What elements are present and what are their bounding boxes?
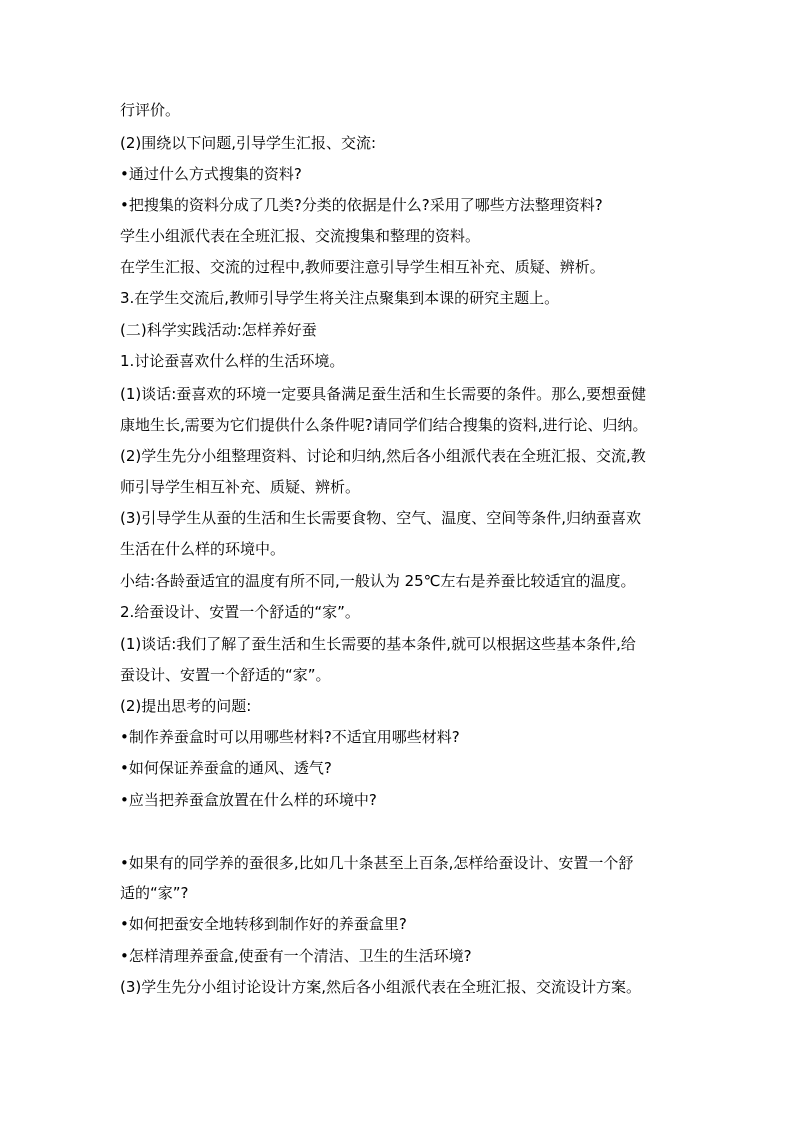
text-line: 适的“家”? <box>120 884 189 902</box>
text-line: 学生小组派代表在全班汇报、交流搜集和整理的资料。 <box>120 227 481 245</box>
text-line: •制作养蚕盒时可以用哪些材料?不适宜用哪些材料? <box>120 728 460 746</box>
text-line: 1.讨论蚕喜欢什么样的生活环境。 <box>120 352 345 370</box>
text-line: 康地生长,需要为它们提供什么条件呢?请同学们结合搜集的资料,进行论、归纳。 <box>120 416 648 434</box>
text-line: 在学生汇报、交流的过程中,教师要注意引导学生相互补充、质疑、辨析。 <box>120 258 605 276</box>
text-line: (3)学生先分小组讨论设计方案,然后各小组派代表在全班汇报、交流设计方案。 <box>120 978 642 996</box>
text-line: •如何保证养蚕盒的通风、透气? <box>120 759 332 777</box>
text-line: (1)谈话:蚕喜欢的环境一定要具备满足蚕生活和生长需要的条件。那么,要想蚕健 <box>120 385 647 403</box>
text-line: 蚕设计、安置一个舒适的“家”。 <box>120 666 331 684</box>
text-line: •怎样清理养蚕盒,使蚕有一个清洁、卫生的生活环境? <box>120 947 472 965</box>
text-line: 师引导学生相互补充、质疑、辨析。 <box>120 478 361 496</box>
text-line: •应当把养蚕盒放置在什么样的环境中? <box>120 791 377 809</box>
text-line: •如何把蚕安全地转移到制作好的养蚕盒里? <box>120 915 407 933</box>
text-line: (2)学生先分小组整理资料、讨论和归纳,然后各小组派代表在全班汇报、交流,教 <box>120 447 646 465</box>
text-line: •把搜集的资料分成了几类?分类的依据是什么?采用了哪些方法整理资料? <box>120 196 603 214</box>
text-line: (2)提出思考的问题: <box>120 697 252 715</box>
text-line: 2.给蚕设计、安置一个舒适的“家”。 <box>120 603 360 621</box>
text-line: 小结:各龄蚕适宜的温度有所不同,一般认为 25℃左右是养蚕比较适宜的温度。 <box>120 572 636 590</box>
text-line: (1)谈话:我们了解了蚕生活和生长需要的基本条件,就可以根据这些基本条件,给 <box>120 635 636 653</box>
text-line: 生活在什么样的环境中。 <box>120 540 286 558</box>
text-line: •如果有的同学养的蚕很多,比如几十条甚至上百条,怎样给蚕设计、安置一个舒 <box>120 854 634 872</box>
section-heading: (二)科学实践活动:怎样养好蚕 <box>120 321 317 339</box>
text-line: 行评价。 <box>120 101 181 119</box>
text-line: (3)引导学生从蚕的生活和生长需要食物、空气、温度、空间等条件,归纳蚕喜欢 <box>120 509 642 527</box>
text-line: 3.在学生交流后,教师引导学生将关注点聚集到本课的研究主题上。 <box>120 289 560 307</box>
text-line: •通过什么方式搜集的资料? <box>120 165 302 183</box>
text-line: (2)围绕以下问题,引导学生汇报、交流: <box>120 134 377 152</box>
